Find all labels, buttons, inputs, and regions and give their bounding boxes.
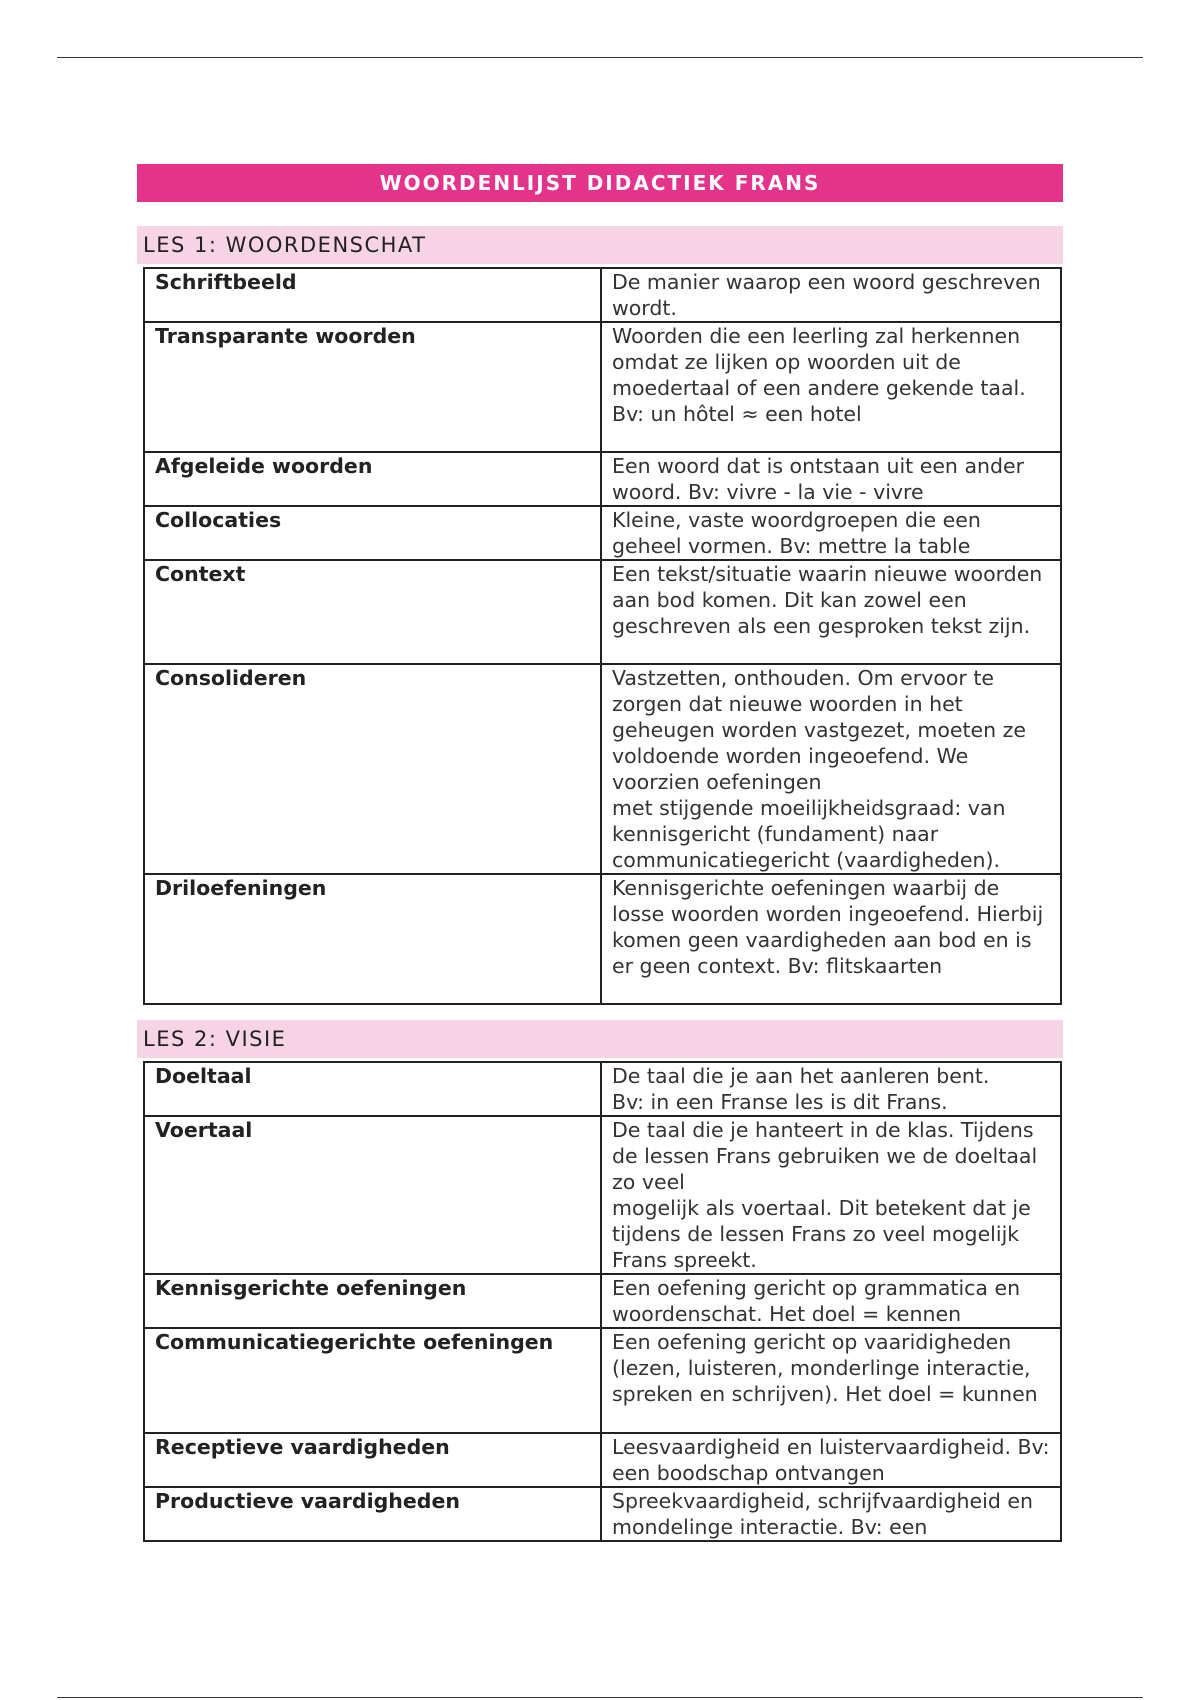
section-heading-les-1: LES 1: WOORDENSCHAT xyxy=(137,226,1063,264)
definition-cell: Spreekvaardigheid, schrijfvaardigheid en mondelinge interactie. Bv: een xyxy=(601,1487,1061,1541)
term-cell: Afgeleide woorden xyxy=(144,452,601,506)
definition-cell: Een woord dat is ontstaan uit een ander woord. Bv: vivre - la vie - vivre xyxy=(601,452,1061,506)
term-cell: Consolideren xyxy=(144,664,601,874)
table-row xyxy=(144,664,1061,874)
table-row xyxy=(144,1328,1061,1433)
term-cell: Context xyxy=(144,560,601,664)
definition-cell: Leesvaardigheid en luistervaardigheid. Bv: een boodschap ontvangen xyxy=(601,1433,1061,1487)
table-row xyxy=(144,1062,1061,1116)
term-cell: Receptieve vaardigheden xyxy=(144,1433,601,1487)
top-rule xyxy=(57,57,1143,58)
section-heading-les-2: LES 2: VISIE xyxy=(137,1020,1063,1058)
term-cell: Communicatiegerichte oefeningen xyxy=(144,1328,601,1433)
term-cell: Driloefeningen xyxy=(144,874,601,1004)
definition-cell: De manier waarop een woord geschreven wordt. xyxy=(601,268,1061,322)
table-row xyxy=(144,560,1061,664)
table-row xyxy=(144,452,1061,506)
table-row xyxy=(144,1274,1061,1328)
table-row xyxy=(144,1487,1061,1541)
glossary-table-les-2 xyxy=(143,1061,1062,1542)
term-cell: Schriftbeeld xyxy=(144,268,601,322)
table-row xyxy=(144,506,1061,560)
definition-cell: Een oefening gericht op grammatica en woordenschat. Het doel = kennen xyxy=(601,1274,1061,1328)
definition-cell: Kennisgerichte oefeningen waarbij de losse woorden worden ingeoefend. Hierbij komen geen vaardigheden aan bod en is er geen context. Bv: flitskaarten xyxy=(601,874,1061,1004)
table-row xyxy=(144,874,1061,1004)
table-row xyxy=(144,268,1061,322)
glossary-table-les-1 xyxy=(143,267,1062,1005)
term-cell: Kennisgerichte oefeningen xyxy=(144,1274,601,1328)
definition-cell: Vastzetten, onthouden. Om ervoor te zorgen dat nieuwe woorden in het geheugen worden vastgezet, moeten ze voldoende worden ingeoefend. We voorzien oefeningen met stijgende moeilijkheidsgraad: van kennisgericht (fundament) naar communicatiegericht (vaardigheden). xyxy=(601,664,1061,874)
definition-cell: Kleine, vaste woordgroepen die een geheel vormen. Bv: mettre la table xyxy=(601,506,1061,560)
definition-cell: Een oefening gericht op vaaridigheden (lezen, luisteren, monderlinge interactie, spreken en schrijven). Het doel = kunnen xyxy=(601,1328,1061,1433)
term-cell: Transparante woorden xyxy=(144,322,601,452)
table-row xyxy=(144,1433,1061,1487)
definition-cell: De taal die je hanteert in de klas. Tijdens de lessen Frans gebruiken we de doeltaal zo veel mogelijk als voertaal. Dit betekent dat je tijdens de lessen Frans zo veel mogelijk Frans spreekt. xyxy=(601,1116,1061,1274)
definition-cell: Woorden die een leerling zal herkennen omdat ze lijken op woorden uit de moedertaal of een andere gekende taal. Bv: un hôtel ≈ een hotel xyxy=(601,322,1061,452)
term-cell: Collocaties xyxy=(144,506,601,560)
bottom-rule xyxy=(57,1697,1143,1698)
term-cell: Doeltaal xyxy=(144,1062,601,1116)
term-cell: Voertaal xyxy=(144,1116,601,1274)
definition-cell: De taal die je aan het aanleren bent. Bv: in een Franse les is dit Frans. xyxy=(601,1062,1061,1116)
definition-cell: Een tekst/situatie waarin nieuwe woorden aan bod komen. Dit kan zowel een geschreven als een gesproken tekst zijn. xyxy=(601,560,1061,664)
table-row xyxy=(144,322,1061,452)
document-title: WOORDENLIJST DIDACTIEK FRANS xyxy=(137,164,1063,202)
table-row xyxy=(144,1116,1061,1274)
term-cell: Productieve vaardigheden xyxy=(144,1487,601,1541)
